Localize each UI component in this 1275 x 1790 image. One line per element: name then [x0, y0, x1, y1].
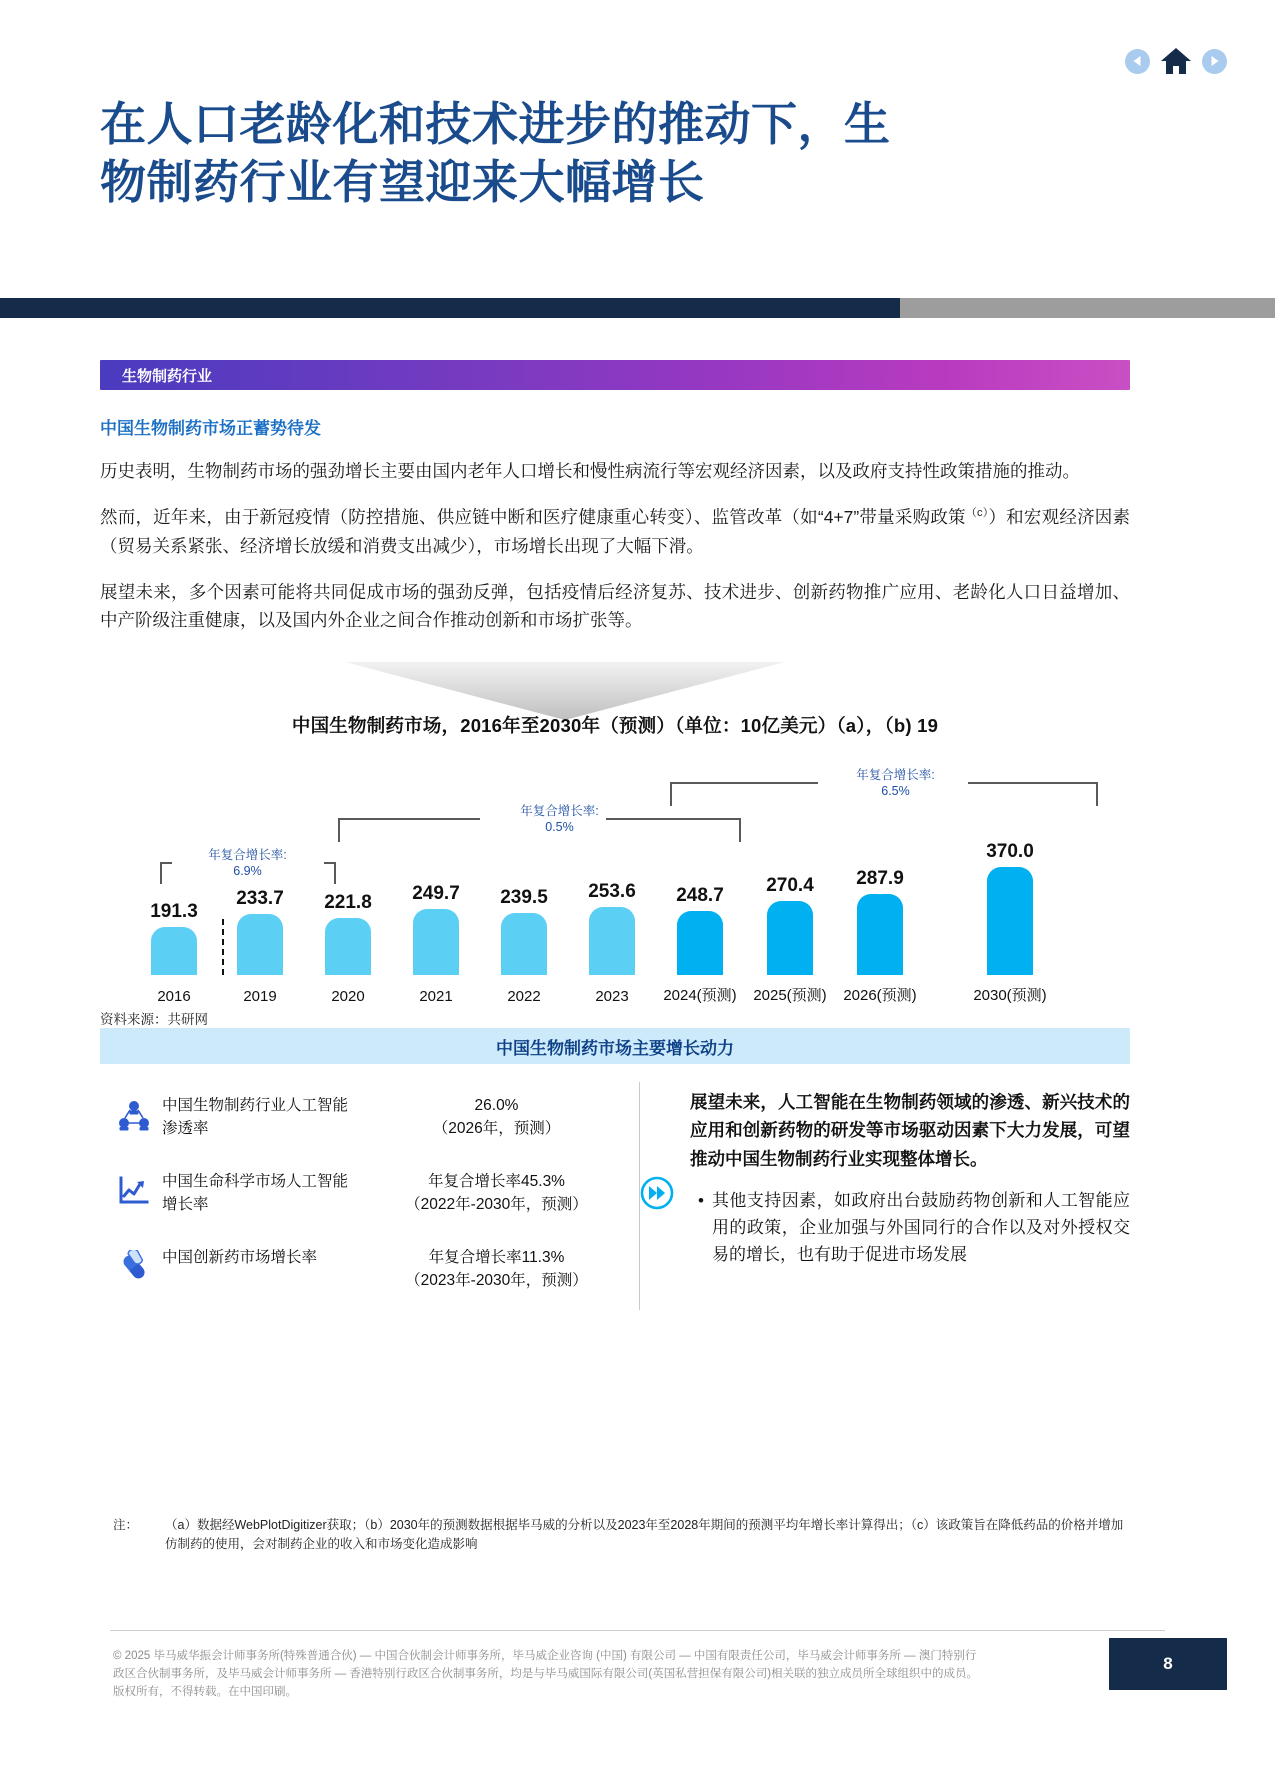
chart-bar-value-2024: 248.7	[676, 885, 724, 906]
chart-bar-rect-2019	[237, 914, 283, 975]
page-title	[100, 96, 1040, 211]
chart-bar-2024	[672, 797, 728, 975]
chart-bar-rect-2023	[589, 907, 635, 975]
chart-bar-2022	[496, 797, 552, 975]
content-column	[100, 360, 1130, 635]
chart-bar-2019	[232, 797, 288, 975]
section-subheading: 中国生物制药市场正蓄势待发	[100, 419, 321, 438]
driver-value-line1-ai-penetration: 26.0%	[474, 1097, 519, 1114]
driver-value-line2-ai-penetration: （2026年，预测）	[432, 1120, 561, 1138]
chart-xlabel-2022: 2022	[507, 988, 541, 1005]
bullet-text: 其他支持因素，如政府出台鼓励药物创新和人工智能应用的政策，企业加强与外国同行的合作以及对外授权交易的增长，也有助于促进市场发展	[712, 1191, 1130, 1265]
chart-source: 资料来源：共研网	[100, 1012, 208, 1027]
chart-bar-value-2030: 370.0	[986, 841, 1034, 862]
paragraph-2	[100, 503, 1130, 560]
divider-bar	[0, 298, 1275, 318]
chart-xlabel-2023: 2023	[595, 988, 629, 1005]
copyright-line-3: 版权所有，不得转载。在中国印刷。	[113, 1685, 297, 1698]
chart-xlabel-2021: 2021	[419, 988, 453, 1005]
driver-row-ai-penetration	[100, 1082, 631, 1158]
chart-bar-rect-2026	[857, 894, 903, 975]
commentary-bullet-list	[690, 1187, 1130, 1269]
driver-value-life-science-ai	[362, 1170, 631, 1217]
chart-xlabel-2020: 2020	[331, 988, 365, 1005]
section-badge-label: 生物制药行业	[122, 367, 213, 385]
chart-bar-2023	[584, 797, 640, 975]
driver-label-ai-penetration: 中国生物制药行业人工智能渗透率	[162, 1097, 349, 1138]
driver-value-line2-life-science-ai: （2022年-2030年，预测）	[405, 1196, 588, 1214]
footer-divider	[110, 1630, 1165, 1631]
ai-network-icon	[106, 1094, 162, 1132]
driver-value-line2-innovative-drugs: （2023年-2030年，预测）	[405, 1272, 588, 1290]
driver-row-life-science-ai	[100, 1158, 631, 1234]
chart-bar-value-2019: 233.7	[236, 888, 284, 909]
chart-bar-value-2025: 270.4	[766, 875, 814, 896]
cagr-label-2-value: 0.5%	[545, 819, 574, 834]
footnotes-label: 注：	[113, 1518, 139, 1532]
bullet-marker: •	[698, 1191, 704, 1211]
chart-xlabel-2016: 2016	[157, 988, 191, 1005]
chart-bar-rect-2016	[151, 927, 197, 975]
footnotes-body: （a）数据经WebPlotDigitizer获取；（b）2030年的预测数据根据毕马威的分析以及2023年至2028年期间的预测平均年增长率计算得出；（c）该政策旨在降低药品的价格并增加仿制药的使用，会对制药企业的收入和市场变化造成影响	[165, 1518, 1124, 1552]
divider-gray-segment	[900, 298, 1275, 318]
chart-bar-2021	[408, 797, 464, 975]
cagr-label-3-text: 年复合增长率:	[856, 768, 935, 782]
copyright-line-2: 政区合伙制事务所，及毕马威会计师事务所 — 香港特别行政区合伙制事务所，均是与毕马威国际有限公司(英国私营担保有限公司)相关联的独立成员所全球组织中的成员。	[113, 1667, 979, 1680]
chevron-left-icon[interactable]	[1125, 49, 1150, 74]
cagr-label-1-text: 年复合增长率:	[208, 848, 287, 862]
driver-label-innovative-drugs: 中国创新药市场增长率	[162, 1249, 318, 1266]
driver-value-line1-life-science-ai: 年复合增长率45.3%	[428, 1173, 565, 1190]
chart-xlabel-2030: 2030(预测)	[973, 987, 1047, 1004]
growth-drivers-heading: 中国生物制药市场主要增长动力	[100, 1028, 1130, 1064]
chart-bars	[100, 797, 1130, 975]
chart-bar-rect-2021	[413, 909, 459, 975]
chart-bar-rect-2030	[987, 867, 1033, 975]
chart-bar-value-2022: 239.5	[500, 887, 548, 908]
chart-bar-rect-2022	[501, 913, 547, 975]
chart-bar-rect-2025	[767, 901, 813, 975]
chart-bar-value-2020: 221.8	[324, 892, 372, 913]
page-number-badge	[1109, 1638, 1227, 1690]
growth-drivers-section	[100, 1028, 1130, 1310]
chart-bar-2030	[982, 797, 1038, 975]
cagr-label-1-value: 6.9%	[233, 863, 262, 878]
growth-chart-icon	[106, 1170, 162, 1208]
growth-drivers-body	[100, 1082, 1130, 1310]
page-title-line-2: 物制药行业有望迎来大幅增长	[100, 155, 705, 208]
chart-bar-rect-2020	[325, 918, 371, 975]
chart-plot-area	[100, 756, 1130, 1027]
page-title-line-1: 在人口老龄化和技术进步的推动下，生	[100, 98, 891, 150]
copyright-line-1: © 2025 毕马威华振会计师事务所(特殊普通合伙) — 中国合伙制会计师事务所，毕马威企业咨询 (中国) 有限公司 — 中国有限责任公司，毕马威会计师事务所 — 澳门特别行	[113, 1650, 977, 1662]
paragraph-3: 展望未来，多个因素可能将共同促成市场的强劲反弹，包括疫情后经济复苏、技术进步、创新药物推广应用、老龄化人口日益增加、中产阶级注重健康，以及国内外企业之间合作推动创新和市场扩张等。	[100, 582, 1130, 631]
footnote-marker-c: （c）	[965, 507, 989, 520]
paragraph-2-part-b: ）和宏观经济因素（贸易关系紧张、经济增长放缓和消费支出减少），市场增长出现了大幅下滑。	[100, 507, 1131, 556]
cagr-label-2-text: 年复合增长率:	[520, 804, 599, 818]
growth-drivers-list	[100, 1082, 640, 1310]
chart-bar-2025	[762, 797, 818, 975]
driver-value-line1-innovative-drugs: 年复合增长率11.3%	[428, 1249, 565, 1266]
driver-row-innovative-drugs	[100, 1234, 631, 1310]
driver-label-life-science-ai: 中国生命科学市场人工智能增长率	[162, 1173, 349, 1214]
chart-xlabel-2026: 2026(预测)	[843, 987, 917, 1004]
copyright-notice	[113, 1648, 1103, 1701]
fast-forward-icon	[640, 1176, 674, 1215]
chevron-right-icon[interactable]	[1202, 49, 1227, 74]
section-badge	[100, 360, 1130, 390]
driver-value-ai-penetration	[362, 1094, 631, 1141]
footnotes	[113, 1516, 1133, 1555]
chart-bar-value-2021: 249.7	[412, 883, 460, 904]
chart-bar-2016	[146, 797, 202, 975]
growth-drivers-commentary	[640, 1082, 1130, 1310]
chart-title: 中国生物制药市场，2016年至2030年（预测）（单位：10亿美元）（a），（b) 19	[291, 715, 939, 736]
chart-bar-rect-2024	[677, 911, 723, 975]
chart-axis-labels	[100, 981, 1130, 1005]
commentary-bold-text: 展望未来，人工智能在生物制药领域的渗透、新兴技术的应用和创新药物的研发等市场驱动因素下大力发展，可望推动中国生物制药行业实现整体增长。	[690, 1092, 1130, 1169]
chart-bar-2020	[320, 797, 376, 975]
commentary-bullet-item	[690, 1187, 1130, 1269]
chart-bar-value-2023: 253.6	[588, 881, 636, 902]
page-navigation	[1125, 46, 1227, 76]
driver-value-innovative-drugs	[362, 1246, 631, 1293]
chart-bar-value-2026: 287.9	[856, 868, 904, 889]
home-icon[interactable]	[1159, 46, 1193, 76]
cagr-label-3-value: 6.5%	[881, 783, 910, 798]
chart-bar-2026	[852, 797, 908, 975]
divider-navy-segment	[0, 298, 900, 318]
chart-bar-value-2016: 191.3	[150, 901, 198, 922]
chart-xlabel-2025: 2025(预测)	[753, 987, 827, 1004]
paragraph-1: 历史表明，生物制药市场的强劲增长主要由国内老年人口增长和慢性病流行等宏观经济因素，以及政府支持性政策措施的推动。	[100, 461, 1080, 481]
chart-xlabel-2019: 2019	[243, 988, 277, 1005]
cagr-label-3	[818, 768, 973, 799]
page-number: 8	[1163, 1654, 1173, 1673]
market-bar-chart	[100, 712, 1130, 1027]
paragraph-2-part-a: 然而，近年来，由于新冠疫情（防控措施、供应链中断和医疗健康重心转变）、监管改革（如“4+7”带量采购政策	[100, 507, 966, 528]
chart-xlabel-2024: 2024(预测)	[663, 987, 737, 1004]
capsule-pill-icon	[106, 1246, 162, 1284]
